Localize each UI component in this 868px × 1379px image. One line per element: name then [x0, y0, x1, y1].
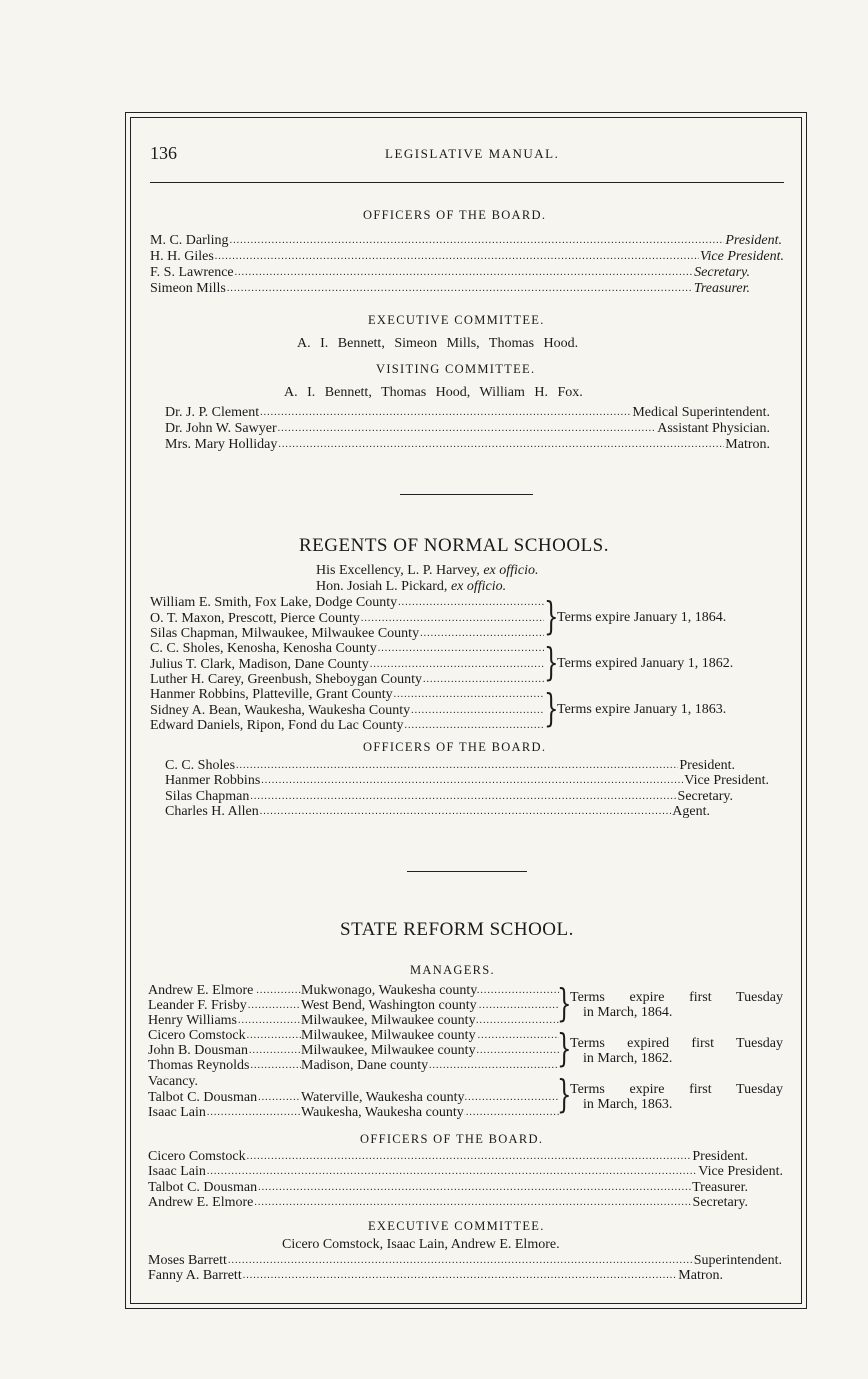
brace-icon: } — [557, 1026, 572, 1070]
manager-line: Vacancy. — [148, 1074, 199, 1089]
staff-line: Moses Barrett ..... Superintendent. — [148, 1253, 782, 1269]
term-note: Terms expire January 1, 1863. — [557, 702, 727, 717]
officer-line: M. C. Darling ..... President. — [150, 233, 782, 249]
brace-icon: } — [544, 686, 559, 730]
visiting-heading: VISITING COMMITTEE. — [376, 362, 536, 376]
staff-line: Fanny A. Barrett ..... Matron. — [148, 1268, 723, 1284]
term-note: Terms expired first Tuesday in March, 1862. — [570, 1036, 783, 1066]
executive-members: Cicero Comstock, Isaac Lain, Andrew E. Elmore. — [282, 1237, 560, 1252]
officer-line: Talbot C. Dousman ..... Treasurer. — [148, 1180, 748, 1196]
ex-officio-line: Hon. Josiah L. Pickard, ex officio. — [316, 579, 507, 594]
manager-line: Leander F. Frisby ..... West Bend, Washington county — [148, 998, 560, 1014]
manager-line: John B. Dousman ..... Milwaukee, Milwaukee county — [148, 1043, 560, 1059]
brace-icon: } — [544, 640, 559, 684]
regent-line: Silas Chapman, Milwaukee, Milwaukee County ..... — [150, 626, 545, 642]
term-note: Terms expire first Tuesday in March, 1864. — [570, 990, 783, 1020]
page-number: 136 — [150, 143, 177, 163]
term-note: Terms expire January 1, 1864. — [557, 610, 727, 625]
officer-line: C. C. Sholes ..... President. — [165, 758, 735, 774]
officers-heading: OFFICERS OF THE BOARD. — [363, 740, 547, 754]
regent-line: William E. Smith, Fox Lake, Dodge County ..... — [150, 595, 545, 611]
regent-line: C. C. Sholes, Kenosha, Kenosha County ..... — [150, 641, 545, 657]
manager-line: Henry Williams ..... Milwaukee, Milwaukee county — [148, 1013, 560, 1029]
staff-line: Dr. John W. Sawyer ..... Assistant Physician. — [165, 421, 770, 437]
officer-line: Cicero Comstock ..... President. — [148, 1149, 748, 1165]
officers-heading: OFFICERS OF THE BOARD. — [363, 208, 547, 222]
staff-line: Mrs. Mary Holliday ..... Matron. — [165, 437, 770, 453]
executive-members: A. I. Bennett, Simeon Mills, Thomas Hood. — [297, 336, 579, 351]
section-divider — [407, 871, 527, 872]
section-divider — [400, 494, 533, 495]
regent-line: Hanmer Robbins, Platteville, Grant County ..... — [150, 687, 545, 703]
brace-icon: } — [557, 1072, 572, 1116]
normal-schools-heading: REGENTS OF NORMAL SCHOOLS. — [299, 535, 609, 556]
regent-line: Edward Daniels, Ripon, Fond du Lac County ..... — [150, 718, 545, 734]
reform-school-heading: STATE REFORM SCHOOL. — [340, 919, 574, 940]
staff-line: Dr. J. P. Clement ..... Medical Superintendent. — [165, 405, 770, 421]
manager-line: Talbot C. Dousman ..... Waterville, Waukesha county — [148, 1090, 560, 1106]
term-note: Terms expired January 1, 1862. — [557, 656, 734, 671]
regent-line: Julius T. Clark, Madison, Dane County ..... — [150, 657, 545, 673]
officer-line: Isaac Lain ..... Vice President. — [148, 1164, 783, 1180]
executive-heading: EXECUTIVE COMMITTEE. — [368, 313, 545, 327]
manager-line: Cicero Comstock ..... Milwaukee, Milwaukee county — [148, 1028, 560, 1044]
manager-line: Andrew E. Elmore ..... Mukwonago, Waukesha county — [148, 983, 560, 999]
officer-line: Simeon Mills ..... Treasurer. — [150, 281, 750, 297]
officer-line: F. S. Lawrence ..... Secretary. — [150, 265, 750, 281]
brace-icon: } — [557, 981, 572, 1025]
officer-line: Hanmer Robbins ..... Vice President. — [165, 773, 769, 789]
regent-line: O. T. Maxon, Prescott, Pierce County ..... — [150, 611, 545, 627]
running-title: LEGISLATIVE MANUAL. — [385, 146, 560, 161]
officers-heading: OFFICERS OF THE BOARD. — [360, 1132, 544, 1146]
ex-officio-line: His Excellency, L. P. Harvey, ex officio. — [316, 563, 539, 578]
officer-line: Andrew E. Elmore ..... Secretary. — [148, 1195, 748, 1211]
regent-line: Luther H. Carey, Greenbush, Sheboygan County ..... — [150, 672, 545, 688]
officer-line: H. H. Giles ..... Vice President. — [150, 249, 784, 265]
manager-line: Isaac Lain ..... Waukesha, Waukesha county — [148, 1105, 560, 1121]
term-note: Terms expire first Tuesday in March, 1863. — [570, 1082, 783, 1112]
managers-heading: MANAGERS. — [410, 963, 495, 977]
officer-line: Silas Chapman ..... Secretary. — [165, 789, 733, 805]
brace-icon: } — [544, 594, 559, 638]
visiting-members: A. I. Bennett, Thomas Hood, William H. Fox. — [284, 385, 583, 400]
manager-line: Thomas Reynolds ..... Madison, Dane county — [148, 1058, 560, 1074]
regent-line: Sidney A. Bean, Waukesha, Waukesha County ..... — [150, 703, 545, 719]
officer-line: Charles H. Allen ..... Agent. — [165, 804, 710, 820]
header-rule — [150, 182, 784, 183]
executive-heading: EXECUTIVE COMMITTEE. — [368, 1219, 545, 1233]
